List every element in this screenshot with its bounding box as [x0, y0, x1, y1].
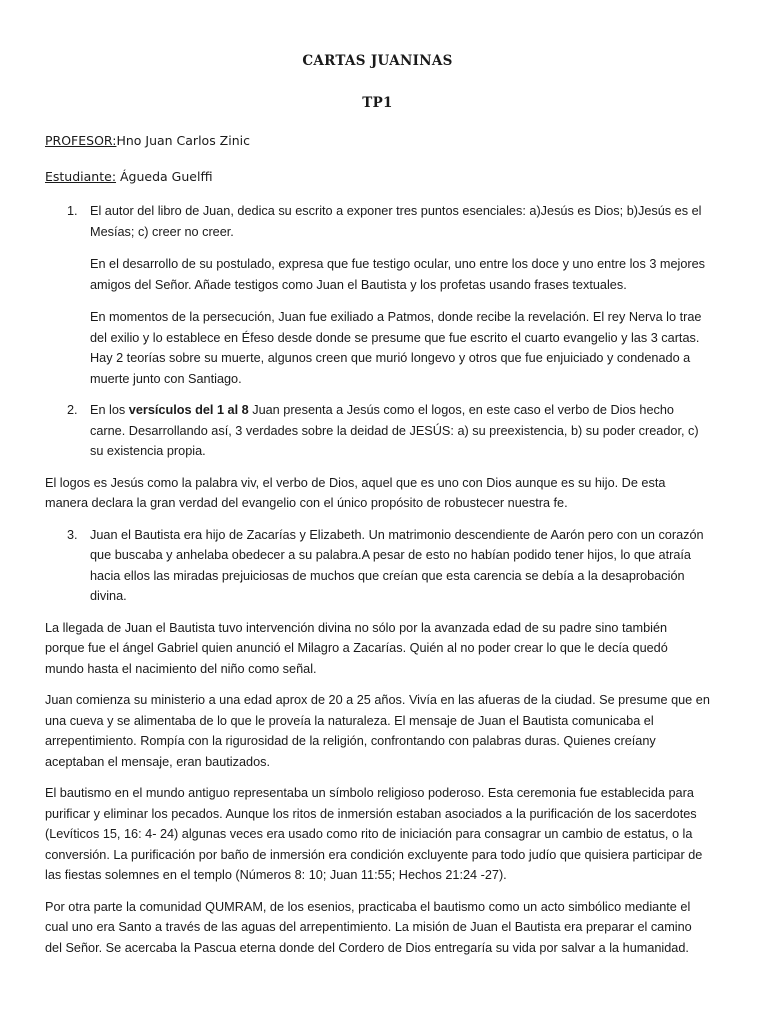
- estudiante-label: Estudiante:: [45, 169, 117, 184]
- body-paragraph: El bautismo en el mundo antiguo representaba un símbolo religioso poderoso. Esta ceremonia fue establecida para purificar y eliminar los pecados. Aunque los ritos de inmersión estaban asociados a la purificación de los sacerdotes (Levíticos 15, 16: 4- 24) algunas veces era usado como rito de iniciación para consagrar un cambio de estatus, o la conversión. La purificación por baño de inmersión era condición excluyente para todo judío que quisiera participar de las fiestas solemnes en el templo (Números 8: 10; Juan 11:55; Hechos 21:24 -27).: [45, 786, 703, 882]
- numbered-list: [45, 400, 710, 462]
- item-2-text-start: En los: [90, 403, 129, 417]
- estudiante-name: Águeda Guelffi: [116, 169, 213, 184]
- item-2-bold-text: versículos del 1 al 8: [128, 403, 249, 417]
- body-paragraph: Juan comienza su ministerio a una edad aprox de 20 a 25 años. Vivía en las afueras de la ciudad. Se presume que en una cueva y se alimentaba de lo que le proveía la naturaleza. El mensaje de Juan el Bautista comunicaba el arrepentimiento. Rompía con la rigurosidad de la religión, confrontando con palabras duras. Quienes creíany aceptaban el mensaje, eran bautizados.: [45, 693, 710, 769]
- item-1-paragraph-2: En el desarrollo de su postulado, expresa que fue testigo ocular, uno entre los doce y uno entre los 3 mejores amigos del Señor. Añade testigos como Juan el Bautista y los profetas usando frases textuales.: [90, 257, 706, 292]
- body-paragraph: El logos es Jesús como la palabra viv, el verbo de Dios, aquel que es uno con Dios aunque es su hijo. De esta manera declara la gran verdad del evangelio con el único propósito de robustecer nuestra fe.: [45, 475, 666, 510]
- list-item-3: [45, 525, 710, 607]
- item-2-text-end: Juan presenta a Jesús como el logos, en este caso el verbo de Dios hecho carne. Desarrollando así, 3 verdades sobre la deidad de JESÚS: a) su preexistencia, b) su poder creador, c) su existencia propia.: [90, 403, 699, 458]
- body-paragraph: Por otra parte la comunidad QUMRAM, de los esenios, practicaba el bautismo como un acto simbólico mediante el cual uno era Santo a través de las aguas del arrepentimiento. La misión de Juan el Bautista era preparar el camino del Señor. Se acercaba la Pascua eterna donde del Cordero de Dios entregaría su vida por salvar a la humanidad.: [45, 899, 692, 955]
- profesor-label: PROFESOR:: [45, 133, 117, 148]
- item-3-paragraph: Juan el Bautista era hijo de Zacarías y Elizabeth. Un matrimonio descendiente de Aarón pero con un corazón que buscaba y anhelaba obedecer a su palabra.A pesar de esto no habían podido tener hijos, lo que atraía hacia ellos las miradas prejuiciosas de muchos que creían que esta carencia se debía a la desaprobación divina.: [90, 527, 704, 603]
- item-1-paragraph-1: El autor del libro de Juan, dedica su escrito a exponer tres puntos esenciales: a)Jesús es Dios; b)Jesús es el Mesías; c) creer no creer.: [90, 204, 702, 239]
- profesor-name: Hno Juan Carlos Zinic: [116, 133, 250, 148]
- document-title: CARTAS JUANINAS: [302, 53, 453, 69]
- profesor-line: [45, 131, 710, 151]
- estudiante-line: [45, 167, 710, 187]
- numbered-list: [45, 201, 710, 389]
- list-item-1: [45, 201, 710, 389]
- list-item-2: [45, 400, 710, 462]
- item-2-paragraph: [90, 400, 710, 462]
- list-number: 2.: [67, 403, 78, 417]
- body-paragraph: La llegada de Juan el Bautista tuvo intervención divina no sólo por la avanzada edad de su padre sino también porque fue el ángel Gabriel quien anunció el Milagro a Zacarías. Quién al no poder crear lo que le decía quedó mundo hasta el nacimiento del niño como señal.: [45, 620, 668, 676]
- item-1-paragraph-3: En momentos de la persecución, Juan fue exiliado a Patmos, donde recibe la revelación. El rey Nerva lo trae del exilio y lo establece en Éfeso desde donde se presume que fue escrito el cuarto evangelio y las 3 cartas. Hay 2 teorías sobre su muerte, algunos creen que murió longevo y otros que fue enjuiciado y condenado a muerte junto con Santiago.: [90, 310, 702, 386]
- numbered-list: [45, 525, 710, 607]
- list-number: 1.: [67, 204, 78, 218]
- document-subtitle: TP1: [362, 95, 393, 111]
- list-number: 3.: [67, 527, 78, 542]
